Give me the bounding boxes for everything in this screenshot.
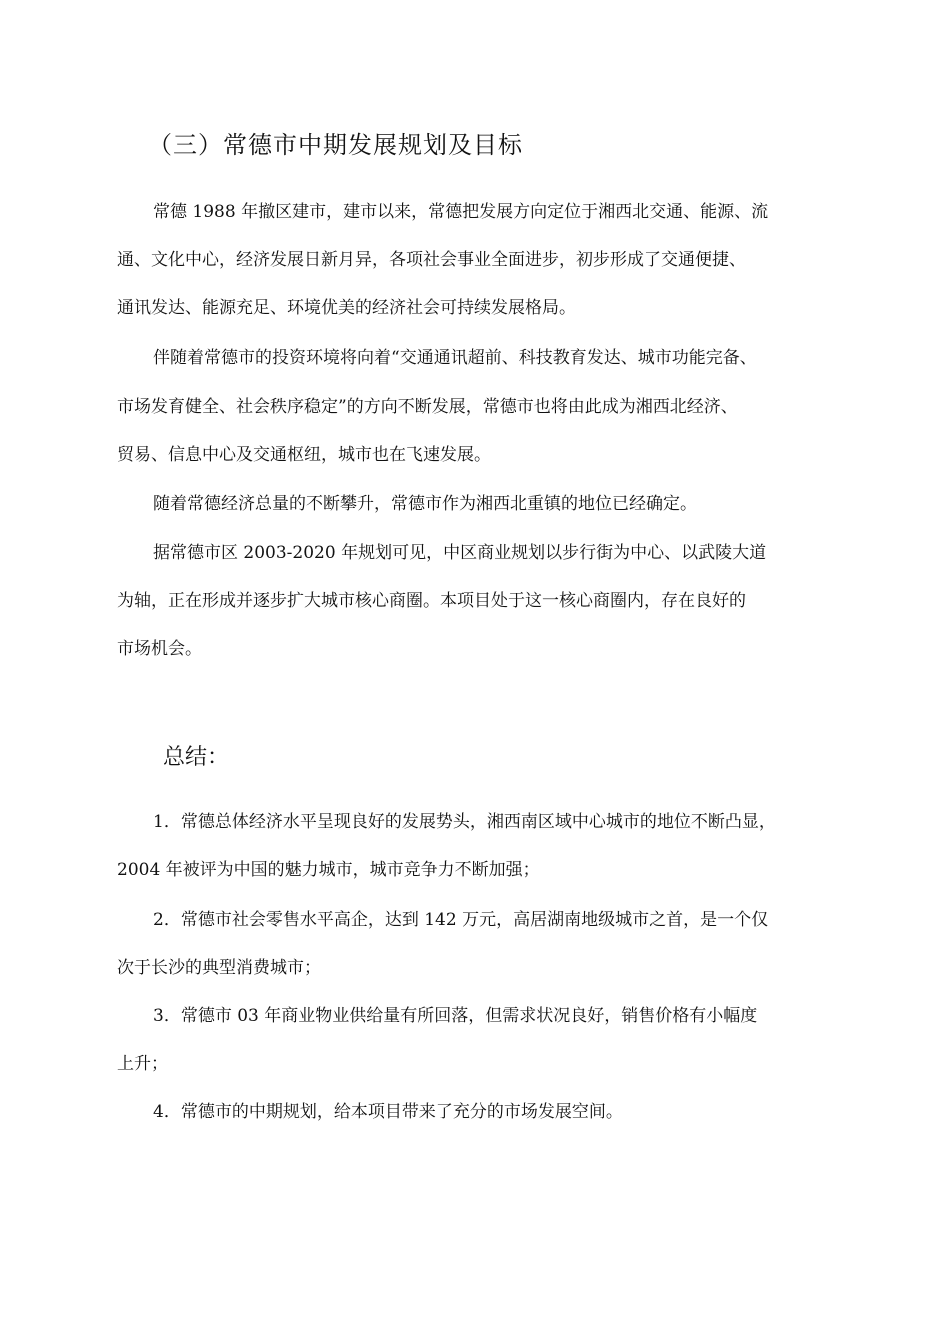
paragraph-2-line-2: 市场发育健全、社会秩序稳定”的方向不断发展，常德市也将由此成为湘西北经济、 bbox=[117, 397, 738, 417]
summary-item-1-line-2: 2004 年被评为中国的魅力城市，城市竞争力不断加强； bbox=[117, 860, 540, 880]
paragraph-1-line-3: 通讯发达、能源充足、环境优美的经济社会可持续发展格局。 bbox=[117, 298, 576, 318]
summary-item-2-line-2: 次于长沙的典型消费城市； bbox=[117, 958, 321, 978]
paragraph-4-line-2: 为轴，正在形成并逐步扩大城市核心商圈。本项目处于这一核心商圈内，存在良好的 bbox=[117, 591, 746, 611]
paragraph-2-line-3: 贸易、信息中心及交通枢纽，城市也在飞速发展。 bbox=[117, 445, 491, 465]
paragraph-4-line-3: 市场机会。 bbox=[117, 639, 202, 659]
summary-item-1-line-1: 1．常德总体经济水平呈现良好的发展势头，湘西南区域中心城市的地位不断凸显， bbox=[153, 812, 776, 832]
summary-item-3-line-1: 3．常德市 03 年商业物业供给量有所回落，但需求状况良好，销售价格有小幅度 bbox=[153, 1006, 758, 1026]
paragraph-1-line-1: 常德 1988 年撤区建市，建市以来，常德把发展方向定位于湘西北交通、能源、流 bbox=[153, 202, 769, 222]
summary-item-3-line-2: 上升； bbox=[117, 1054, 168, 1074]
summary-item-2-line-1: 2．常德市社会零售水平高企，达到 142 万元，高居湖南地级城市之首，是一个仅 bbox=[153, 910, 769, 930]
paragraph-3-line-1: 随着常德经济总量的不断攀升，常德市作为湘西北重镇的地位已经确定。 bbox=[153, 494, 697, 514]
section-heading: （三）常德市中期发展规划及目标 bbox=[148, 131, 523, 159]
summary-title: 总结： bbox=[163, 745, 230, 770]
paragraph-1-line-2: 通、文化中心，经济发展日新月异，各项社会事业全面进步，初步形成了交通便捷、 bbox=[117, 250, 746, 270]
paragraph-2-line-1: 伴随着常德市的投资环境将向着“交通通讯超前、科技教育发达、城市功能完备、 bbox=[153, 348, 757, 368]
paragraph-4-line-1: 据常德市区 2003-2020 年规划可见，中区商业规划以步行街为中心、以武陵大道 bbox=[153, 543, 767, 563]
summary-item-4-line-1: 4．常德市的中期规划，给本项目带来了充分的市场发展空间。 bbox=[153, 1102, 623, 1122]
